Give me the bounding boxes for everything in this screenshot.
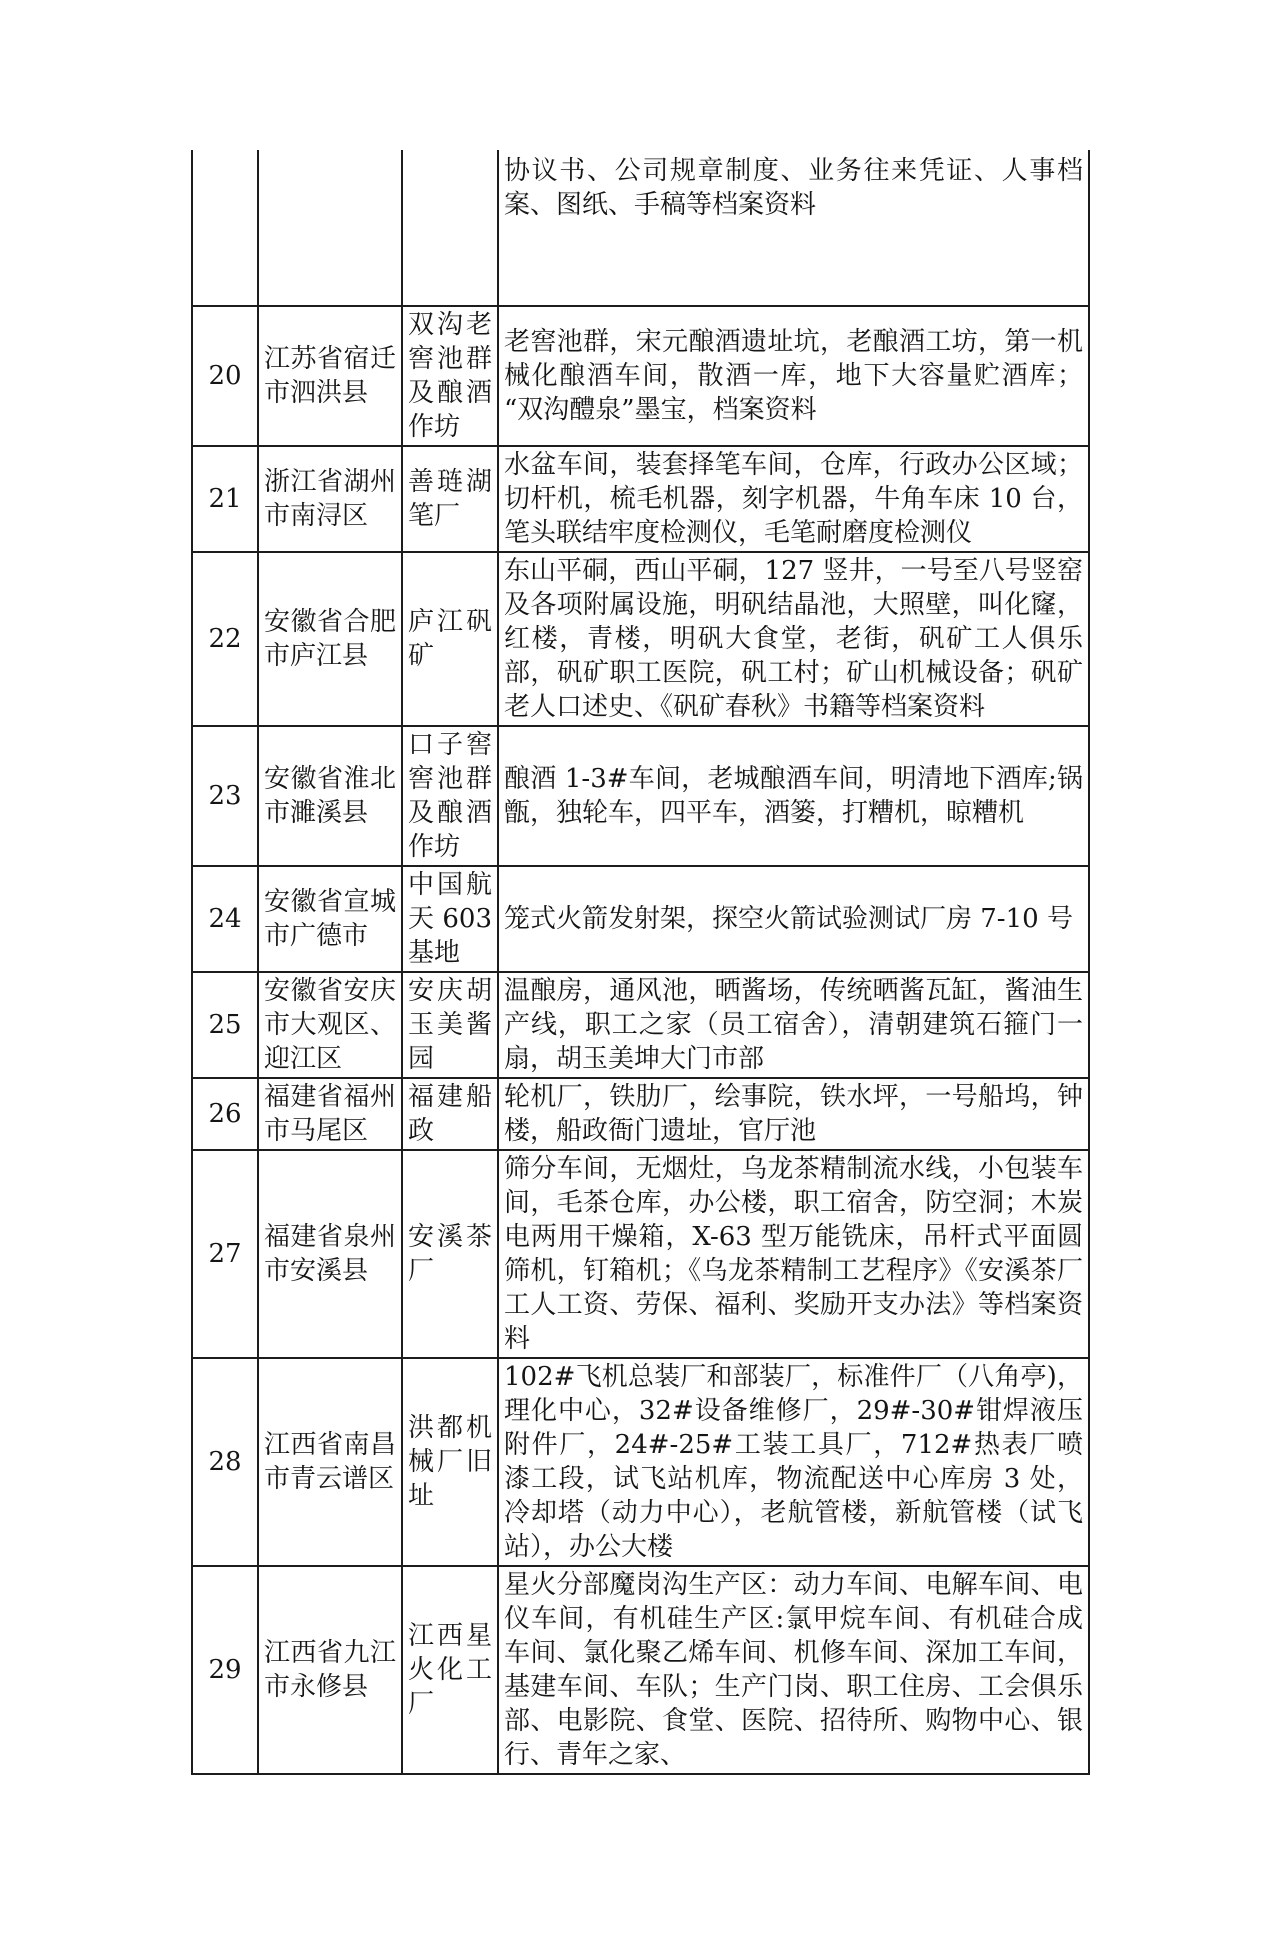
table-row (192, 1150, 1089, 1358)
cell-name: 安庆胡玉美酱园 (402, 972, 498, 1078)
table-row (192, 972, 1089, 1078)
cell-location (258, 150, 402, 306)
cell-no: 23 (192, 726, 258, 866)
heritage-table (191, 150, 1090, 1775)
cell-no: 24 (192, 866, 258, 972)
cell-name: 江西星火化工厂 (402, 1566, 498, 1774)
cell-no: 26 (192, 1078, 258, 1150)
cell-items: 轮机厂，铁肋厂，绘事院，铁水坪，一号船坞，钟楼，船政衙门遗址，官厅池 (498, 1078, 1089, 1150)
table-row (192, 1078, 1089, 1150)
cell-location: 安徽省宣城市广德市 (258, 866, 402, 972)
cell-name: 中国航天 603 基地 (402, 866, 498, 972)
cell-no: 22 (192, 552, 258, 726)
cell-no: 25 (192, 972, 258, 1078)
cell-location: 安徽省安庆市大观区、迎江区 (258, 972, 402, 1078)
cell-items: 酿酒 1-3#车间，老城酿酒车间，明清地下酒库;锅甑，独轮车，四平车，酒篓，打糟机，晾糟机 (498, 726, 1089, 866)
cell-no (192, 150, 258, 306)
table-row (192, 306, 1089, 446)
cell-name: 安溪茶厂 (402, 1150, 498, 1358)
cell-items: 笼式火箭发射架，探空火箭试验测试厂房 7-10 号 (498, 866, 1089, 972)
cell-no: 28 (192, 1358, 258, 1566)
cell-items: 筛分车间，无烟灶，乌龙茶精制流水线，小包装车间，毛茶仓库，办公楼，职工宿舍，防空洞；木炭电两用干燥箱，X-63 型万能铣床，吊杆式平面圆筛机，钉箱机；《乌龙茶精制工艺程序》《安溪茶厂工人工资、劳保、福利、奖励开支办法》等档案资料 (498, 1150, 1089, 1358)
document-page (0, 150, 1280, 1959)
table-row (192, 866, 1089, 972)
cell-location: 江西省九江市永修县 (258, 1566, 402, 1774)
cell-name: 善琏湖笔厂 (402, 446, 498, 552)
cell-items: 东山平硐，西山平硐，127 竖井，一号至八号竖窑及各项附属设施，明矾结晶池，大照壁，叫化窿，红楼，青楼，明矾大食堂，老街，矾矿工人俱乐部，矾矿职工医院，矾工村；矿山机械设备；矾矿老人口述史、《矾矿春秋》书籍等档案资料 (498, 552, 1089, 726)
table-row (192, 1566, 1089, 1774)
cell-name: 洪都机械厂旧址 (402, 1358, 498, 1566)
cell-no: 20 (192, 306, 258, 446)
cell-no: 29 (192, 1566, 258, 1774)
cell-name (402, 150, 498, 306)
cell-location: 江西省南昌市青云谱区 (258, 1358, 402, 1566)
cell-name: 双沟老窖池群及酿酒作坊 (402, 306, 498, 446)
table-row (192, 726, 1089, 866)
cell-no: 21 (192, 446, 258, 552)
cell-location: 福建省泉州市安溪县 (258, 1150, 402, 1358)
cell-name: 口子窖窖池群及酿酒作坊 (402, 726, 498, 866)
cell-items: 温酿房，通风池，晒酱场，传统晒酱瓦缸，酱油生产线，职工之家（员工宿舍），清朝建筑石箍门一扇，胡玉美坤大门市部 (498, 972, 1089, 1078)
table-row (192, 1358, 1089, 1566)
cell-items: 星火分部魔岗沟生产区：动力车间、电解车间、电仪车间，有机硅生产区:氯甲烷车间、有机硅合成车间、氯化聚乙烯车间、机修车间、深加工车间，基建车间、车队；生产门岗、职工住房、工会俱乐部、电影院、食堂、医院、招待所、购物中心、银行、青年之家、 (498, 1566, 1089, 1774)
cell-location: 福建省福州市马尾区 (258, 1078, 402, 1150)
cell-location: 江苏省宿迁市泗洪县 (258, 306, 402, 446)
table-body (192, 150, 1089, 1774)
cell-location: 安徽省合肥市庐江县 (258, 552, 402, 726)
cell-items: 水盆车间，装套择笔车间，仓库，行政办公区域；切杆机，梳毛机器，刻字机器，牛角车床 10 台，笔头联结牢度检测仪，毛笔耐磨度检测仪 (498, 446, 1089, 552)
cell-no: 27 (192, 1150, 258, 1358)
table-row (192, 552, 1089, 726)
cell-items: 102#飞机总装厂和部装厂，标准件厂（八角亭)，理化中心，32#设备维修厂，29#-30#钳焊液压附件厂，24#-25#工装工具厂，712#热表厂喷漆工段，试飞站机库，物流配送中心库房 3 处，冷却塔（动力中心），老航管楼，新航管楼（试飞站），办公大楼 (498, 1358, 1089, 1566)
cell-name: 福建船政 (402, 1078, 498, 1150)
table-row-continuation (192, 150, 1089, 306)
cell-location: 浙江省湖州市南浔区 (258, 446, 402, 552)
table-row (192, 446, 1089, 552)
cell-name: 庐江矾矿 (402, 552, 498, 726)
cell-items: 老窖池群，宋元酿酒遗址坑，老酿酒工坊，第一机械化酿酒车间，散酒一库，地下大容量贮酒库；“双沟醴泉”墨宝，档案资料 (498, 306, 1089, 446)
cell-location: 安徽省淮北市濉溪县 (258, 726, 402, 866)
cell-items: 协议书、公司规章制度、业务往来凭证、人事档案、图纸、手稿等档案资料 (498, 150, 1089, 306)
